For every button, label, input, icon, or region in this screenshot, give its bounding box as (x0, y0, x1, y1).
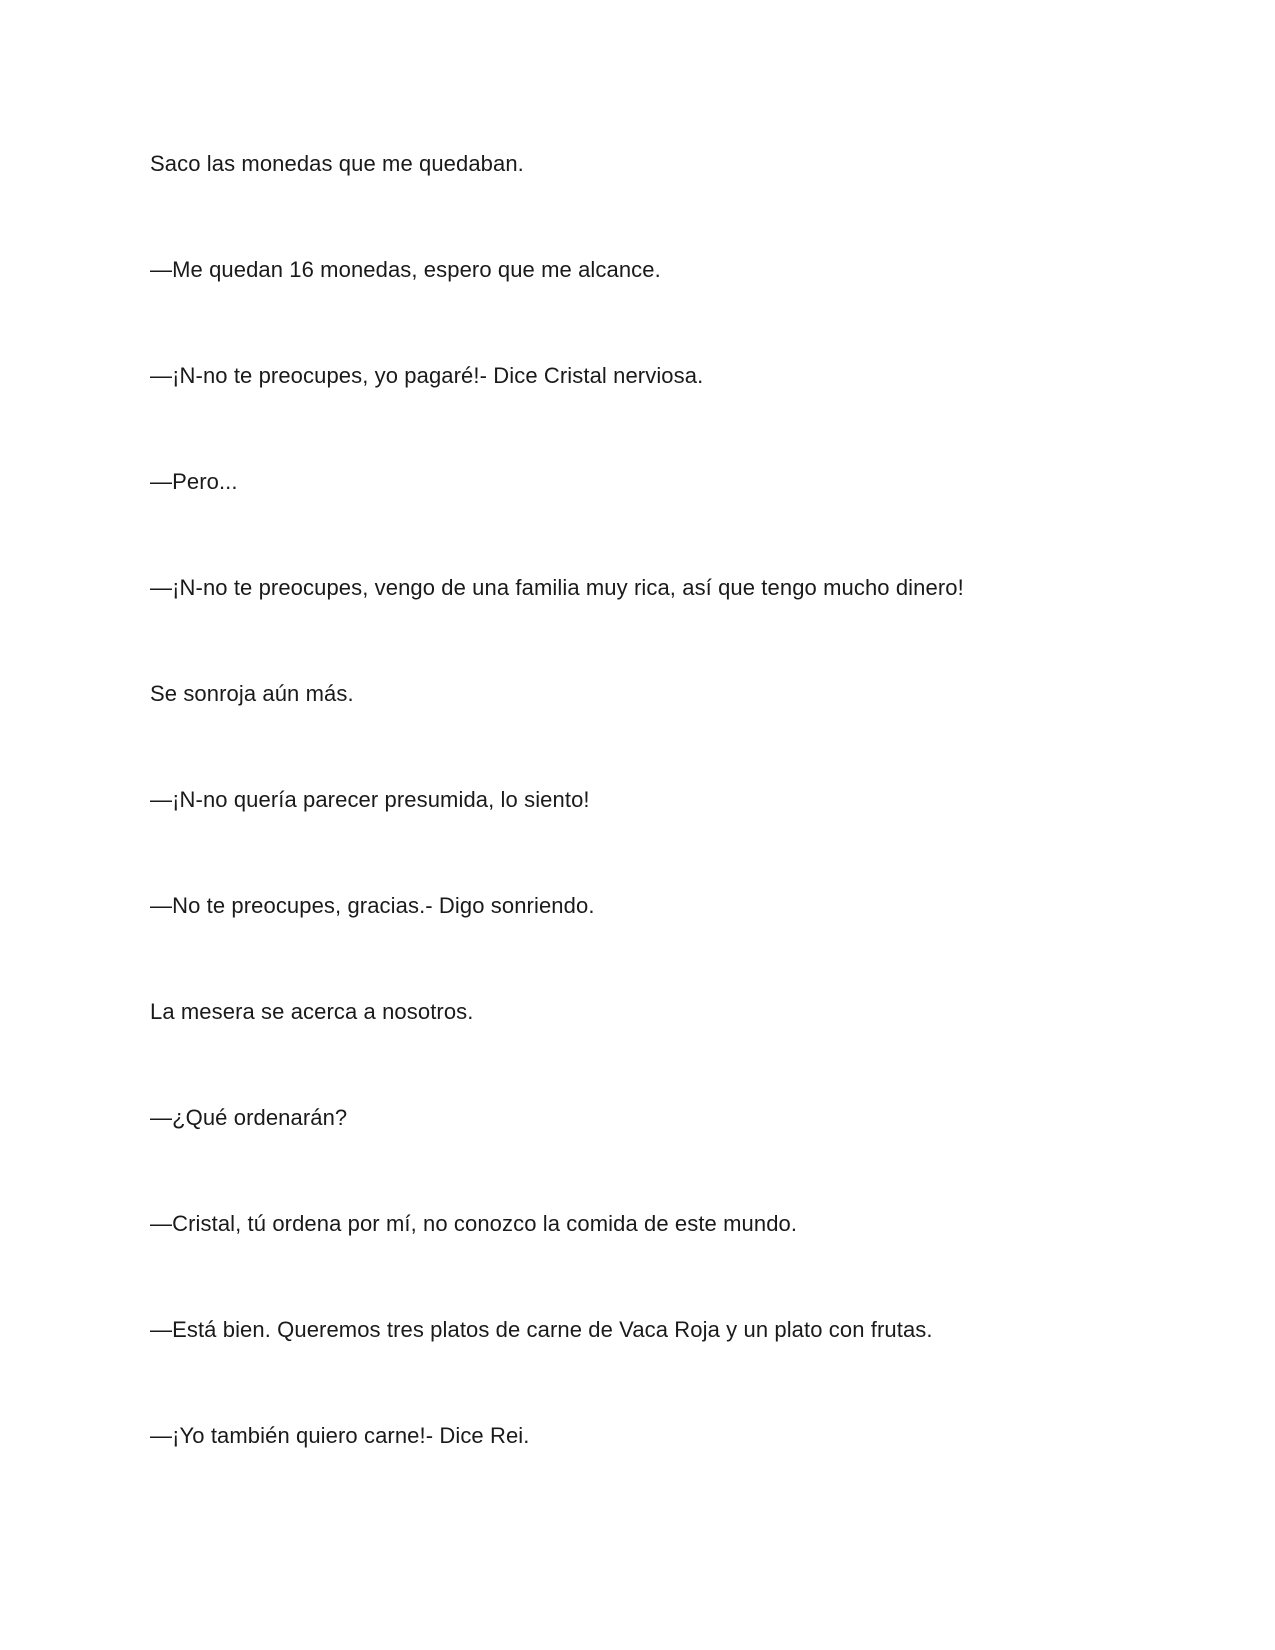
paragraph: —¡N-no te preocupes, yo pagaré!- Dice Cristal nerviosa. (150, 363, 704, 388)
paragraph: —Pero... (150, 469, 238, 494)
paragraph: —Cristal, tú ordena por mí, no conozco la comida de este mundo. (150, 1211, 798, 1236)
paragraph: —¡N-no quería parecer presumida, lo siento! (150, 787, 590, 812)
paragraph: —¡N-no te preocupes, vengo de una familia muy rica, así que tengo mucho dinero! (150, 575, 964, 600)
paragraph: —¡Yo también quiero carne!- Dice Rei. (150, 1423, 530, 1448)
paragraph: —No te preocupes, gracias.- Digo sonriendo. (150, 893, 595, 918)
paragraph: —Está bien. Queremos tres platos de carne de Vaca Roja y un plato con frutas. (150, 1317, 933, 1342)
paragraph: Se sonroja aún más. (150, 681, 354, 706)
paragraph: La mesera se acerca a nosotros. (150, 999, 474, 1024)
paragraph: Saco las monedas que me quedaban. (150, 151, 524, 176)
paragraph: —Me quedan 16 monedas, espero que me alcance. (150, 257, 661, 282)
paragraph: —¿Qué ordenarán? (150, 1105, 348, 1130)
